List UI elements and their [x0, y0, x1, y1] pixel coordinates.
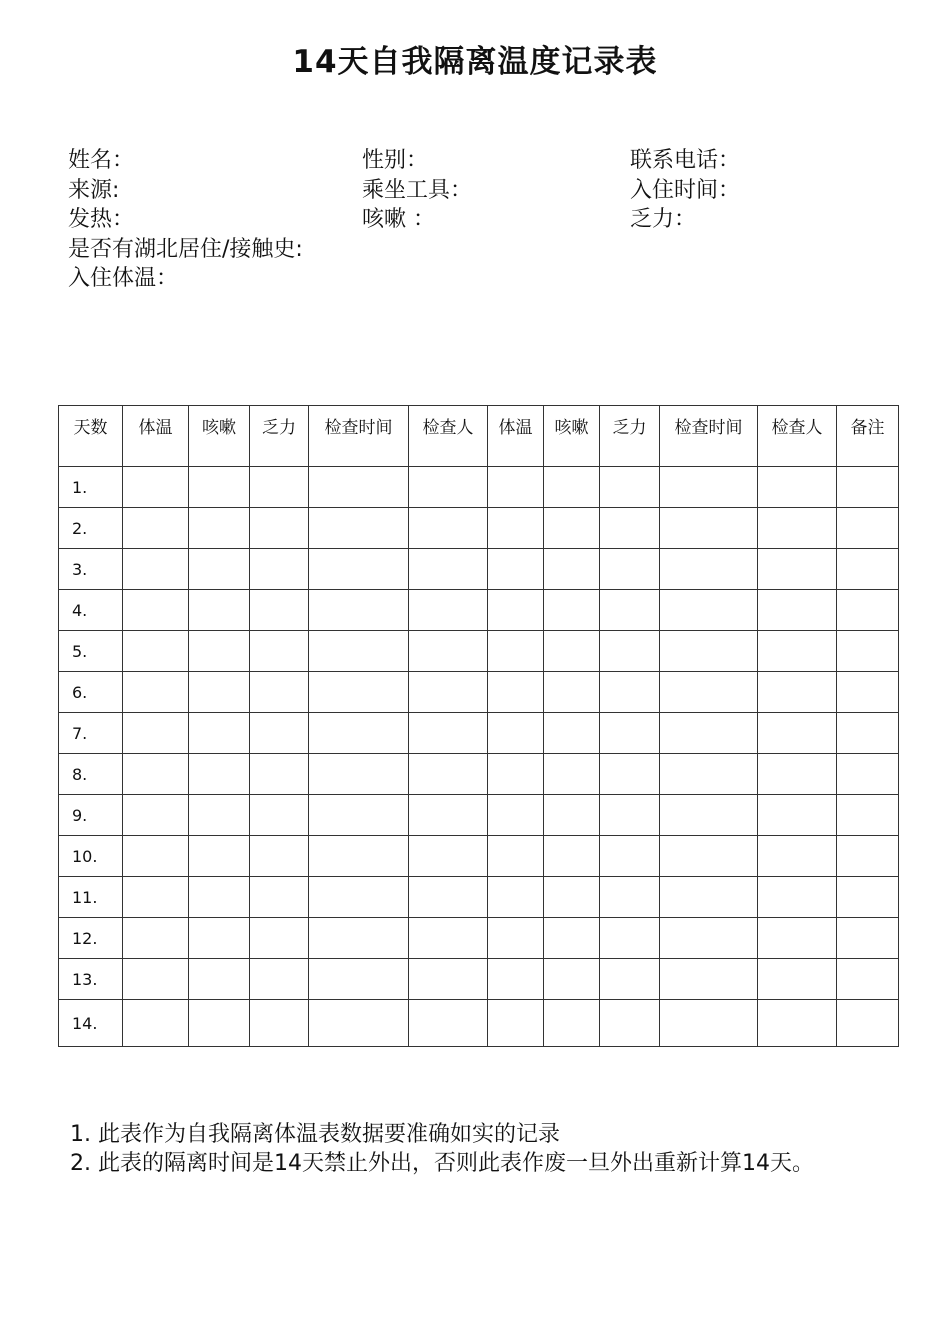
- entry-cell[interactable]: [600, 754, 660, 795]
- entry-cell[interactable]: [660, 631, 758, 672]
- entry-cell[interactable]: [544, 795, 600, 836]
- entry-cell[interactable]: [309, 918, 409, 959]
- entry-cell[interactable]: [544, 549, 600, 590]
- entry-cell[interactable]: [309, 590, 409, 631]
- entry-cell[interactable]: [758, 795, 837, 836]
- entry-cell[interactable]: [660, 1000, 758, 1047]
- entry-cell[interactable]: [660, 754, 758, 795]
- entry-cell[interactable]: [488, 672, 544, 713]
- entry-cell[interactable]: [758, 467, 837, 508]
- info-row: [68, 205, 908, 235]
- entry-cell[interactable]: [660, 836, 758, 877]
- column-header: 咳嗽: [544, 406, 600, 467]
- entry-cell[interactable]: [309, 836, 409, 877]
- day-number-cell: 8.: [59, 754, 123, 795]
- table-row: [59, 549, 899, 590]
- entry-cell[interactable]: [488, 754, 544, 795]
- entry-cell[interactable]: [409, 918, 488, 959]
- entry-cell[interactable]: [189, 836, 250, 877]
- entry-cell[interactable]: [189, 877, 250, 918]
- entry-cell[interactable]: [250, 795, 309, 836]
- entry-cell[interactable]: [488, 713, 544, 754]
- table-row: [59, 918, 899, 959]
- entry-cell[interactable]: [758, 836, 837, 877]
- entry-cell[interactable]: [409, 1000, 488, 1047]
- entry-cell[interactable]: [189, 549, 250, 590]
- entry-cell[interactable]: [250, 959, 309, 1000]
- entry-cell[interactable]: [123, 631, 189, 672]
- notes-section: [70, 1120, 900, 1178]
- checkin-time-label: 入住时间：: [630, 177, 741, 203]
- fever-label: 发热：: [68, 207, 135, 232]
- entry-cell[interactable]: [409, 877, 488, 918]
- entry-cell[interactable]: [660, 590, 758, 631]
- day-number-cell: 11.: [59, 877, 123, 918]
- entry-cell[interactable]: [600, 508, 660, 549]
- entry-cell[interactable]: [600, 877, 660, 918]
- entry-cell[interactable]: [600, 836, 660, 877]
- entry-cell[interactable]: [837, 959, 899, 1000]
- entry-cell[interactable]: [189, 590, 250, 631]
- entry-cell[interactable]: [544, 467, 600, 508]
- entry-cell[interactable]: [544, 631, 600, 672]
- column-header: 备注: [837, 406, 899, 467]
- entry-cell[interactable]: [123, 918, 189, 959]
- entry-cell[interactable]: [250, 590, 309, 631]
- day-number-cell: 2.: [59, 508, 123, 549]
- entry-cell[interactable]: [488, 549, 544, 590]
- entry-cell[interactable]: [600, 467, 660, 508]
- entry-cell[interactable]: [123, 467, 189, 508]
- entry-cell[interactable]: [309, 959, 409, 1000]
- entry-cell[interactable]: [837, 549, 899, 590]
- entry-cell[interactable]: [409, 713, 488, 754]
- cough-label: 咳嗽 ：: [362, 207, 435, 232]
- entry-cell[interactable]: [123, 508, 189, 549]
- entry-cell[interactable]: [309, 508, 409, 549]
- entry-cell[interactable]: [758, 1000, 837, 1047]
- note-line-2: 2. 此表的隔离时间是14天禁止外出，否则此表作废一旦外出重新计算14天。: [70, 1151, 814, 1176]
- table-row: [59, 631, 899, 672]
- page-title: 14天自我隔离温度记录表: [292, 44, 658, 80]
- day-number-cell: 12.: [59, 918, 123, 959]
- column-header: 检查人: [758, 406, 837, 467]
- entry-cell[interactable]: [189, 508, 250, 549]
- column-header: 体温: [123, 406, 189, 467]
- entry-cell[interactable]: [488, 508, 544, 549]
- entry-cell[interactable]: [123, 959, 189, 1000]
- entry-cell[interactable]: [544, 590, 600, 631]
- entry-cell[interactable]: [488, 590, 544, 631]
- entry-cell[interactable]: [544, 754, 600, 795]
- info-row: [68, 264, 908, 294]
- entry-cell[interactable]: [758, 877, 837, 918]
- table-row: [59, 467, 899, 508]
- entry-cell[interactable]: [123, 713, 189, 754]
- entry-cell[interactable]: [250, 754, 309, 795]
- entry-cell[interactable]: [660, 672, 758, 713]
- table-row: [59, 713, 899, 754]
- entry-cell[interactable]: [488, 795, 544, 836]
- day-number-cell: 5.: [59, 631, 123, 672]
- entry-cell[interactable]: [544, 918, 600, 959]
- entry-cell[interactable]: [660, 508, 758, 549]
- day-number-cell: 3.: [59, 549, 123, 590]
- entry-cell[interactable]: [409, 795, 488, 836]
- entry-cell[interactable]: [250, 631, 309, 672]
- entry-cell[interactable]: [409, 672, 488, 713]
- entry-cell[interactable]: [123, 672, 189, 713]
- entry-cell[interactable]: [488, 959, 544, 1000]
- entry-cell[interactable]: [250, 877, 309, 918]
- entry-cell[interactable]: [309, 754, 409, 795]
- entry-cell[interactable]: [123, 754, 189, 795]
- entry-cell[interactable]: [189, 959, 250, 1000]
- day-number-cell: 1.: [59, 467, 123, 508]
- entry-cell[interactable]: [600, 549, 660, 590]
- entry-cell[interactable]: [660, 959, 758, 1000]
- table-row: [59, 1000, 899, 1047]
- entry-cell[interactable]: [488, 1000, 544, 1047]
- hubei-history-label: 是否有湖北居住/接触史:: [68, 236, 303, 262]
- entry-cell[interactable]: [660, 467, 758, 508]
- entry-cell[interactable]: [409, 959, 488, 1000]
- entry-cell[interactable]: [409, 508, 488, 549]
- temperature-record-table: [58, 405, 899, 1047]
- entry-cell[interactable]: [600, 1000, 660, 1047]
- info-row: [68, 146, 908, 176]
- entry-cell[interactable]: [544, 672, 600, 713]
- origin-label: 来源:: [68, 177, 120, 203]
- entry-cell[interactable]: [250, 713, 309, 754]
- entry-cell[interactable]: [123, 877, 189, 918]
- entry-cell[interactable]: [544, 713, 600, 754]
- entry-cell[interactable]: [660, 549, 758, 590]
- entry-cell[interactable]: [309, 877, 409, 918]
- column-header: 咳嗽: [189, 406, 250, 467]
- entry-cell[interactable]: [309, 631, 409, 672]
- entry-cell[interactable]: [600, 713, 660, 754]
- info-row: [68, 176, 908, 206]
- column-header: 乏力: [250, 406, 309, 467]
- entry-cell[interactable]: [309, 467, 409, 508]
- entry-cell[interactable]: [123, 549, 189, 590]
- entry-cell[interactable]: [123, 590, 189, 631]
- personal-info-section: [68, 146, 908, 294]
- entry-cell[interactable]: [837, 877, 899, 918]
- entry-cell[interactable]: [544, 508, 600, 549]
- entry-cell[interactable]: [250, 1000, 309, 1047]
- info-row: [68, 235, 908, 265]
- entry-cell[interactable]: [189, 672, 250, 713]
- entry-cell[interactable]: [189, 754, 250, 795]
- entry-cell[interactable]: [189, 1000, 250, 1047]
- entry-cell[interactable]: [544, 959, 600, 1000]
- entry-cell[interactable]: [309, 1000, 409, 1047]
- entry-cell[interactable]: [309, 672, 409, 713]
- day-number-cell: 9.: [59, 795, 123, 836]
- table-row: [59, 959, 899, 1000]
- entry-cell[interactable]: [758, 754, 837, 795]
- table-body: [59, 467, 899, 1047]
- entry-cell[interactable]: [837, 918, 899, 959]
- note-line-1: 1. 此表作为自我隔离体温表数据要准确如实的记录: [70, 1122, 560, 1147]
- table-row: [59, 877, 899, 918]
- day-number-cell: 10.: [59, 836, 123, 877]
- entry-cell[interactable]: [189, 713, 250, 754]
- entry-cell[interactable]: [660, 877, 758, 918]
- transport-label: 乘坐工具：: [362, 177, 473, 203]
- entry-cell[interactable]: [544, 877, 600, 918]
- entry-cell[interactable]: [758, 713, 837, 754]
- day-number-cell: 7.: [59, 713, 123, 754]
- entry-cell[interactable]: [488, 918, 544, 959]
- phone-label: 联系电话：: [630, 148, 741, 173]
- gender-label: 性别：: [362, 148, 429, 173]
- entry-cell[interactable]: [250, 918, 309, 959]
- entry-cell[interactable]: [758, 672, 837, 713]
- entry-cell[interactable]: [660, 795, 758, 836]
- entry-cell[interactable]: [837, 1000, 899, 1047]
- entry-cell[interactable]: [250, 467, 309, 508]
- entry-cell[interactable]: [837, 795, 899, 836]
- table-row: [59, 590, 899, 631]
- entry-cell[interactable]: [189, 631, 250, 672]
- entry-cell[interactable]: [600, 672, 660, 713]
- table-row: [59, 754, 899, 795]
- entry-cell[interactable]: [600, 631, 660, 672]
- entry-cell[interactable]: [600, 959, 660, 1000]
- entry-cell[interactable]: [409, 590, 488, 631]
- entry-cell[interactable]: [250, 508, 309, 549]
- entry-cell[interactable]: [488, 631, 544, 672]
- entry-cell[interactable]: [660, 713, 758, 754]
- entry-cell[interactable]: [123, 1000, 189, 1047]
- entry-cell[interactable]: [758, 508, 837, 549]
- entry-cell[interactable]: [309, 549, 409, 590]
- name-label: 姓名：: [68, 148, 135, 173]
- entry-cell[interactable]: [600, 795, 660, 836]
- entry-cell[interactable]: [409, 549, 488, 590]
- column-header: 乏力: [600, 406, 660, 467]
- entry-cell[interactable]: [837, 508, 899, 549]
- table-header-row: [59, 406, 899, 467]
- entry-cell[interactable]: [409, 754, 488, 795]
- table-row: [59, 508, 899, 549]
- entry-cell[interactable]: [544, 836, 600, 877]
- entry-cell[interactable]: [123, 836, 189, 877]
- fatigue-label: 乏力：: [630, 207, 697, 232]
- table-row: [59, 836, 899, 877]
- entry-cell[interactable]: [837, 631, 899, 672]
- table-row: [59, 672, 899, 713]
- entry-cell[interactable]: [123, 795, 189, 836]
- entry-cell[interactable]: [250, 672, 309, 713]
- entry-cell[interactable]: [837, 836, 899, 877]
- day-number-cell: 14.: [59, 1000, 123, 1047]
- table-row: [59, 795, 899, 836]
- entry-cell[interactable]: [544, 1000, 600, 1047]
- entry-cell[interactable]: [758, 918, 837, 959]
- entry-cell[interactable]: [837, 590, 899, 631]
- entry-cell[interactable]: [758, 631, 837, 672]
- entry-cell[interactable]: [837, 713, 899, 754]
- column-header: 体温: [488, 406, 544, 467]
- entry-cell[interactable]: [409, 467, 488, 508]
- column-header: 检查时间: [660, 406, 758, 467]
- day-number-cell: 4.: [59, 590, 123, 631]
- entry-cell[interactable]: [409, 836, 488, 877]
- column-header: 检查时间: [309, 406, 409, 467]
- checkin-temperature-label: 入住体温：: [68, 266, 179, 291]
- entry-cell[interactable]: [758, 549, 837, 590]
- entry-cell[interactable]: [488, 877, 544, 918]
- entry-cell[interactable]: [758, 590, 837, 631]
- entry-cell[interactable]: [250, 836, 309, 877]
- day-number-cell: 13.: [59, 959, 123, 1000]
- entry-cell[interactable]: [837, 467, 899, 508]
- entry-cell[interactable]: [409, 631, 488, 672]
- entry-cell[interactable]: [837, 672, 899, 713]
- column-header: 天数: [59, 406, 123, 467]
- entry-cell[interactable]: [189, 795, 250, 836]
- day-number-cell: 6.: [59, 672, 123, 713]
- entry-cell[interactable]: [250, 549, 309, 590]
- entry-cell[interactable]: [488, 836, 544, 877]
- entry-cell[interactable]: [189, 918, 250, 959]
- entry-cell[interactable]: [600, 918, 660, 959]
- entry-cell[interactable]: [660, 918, 758, 959]
- column-header: 检查人: [409, 406, 488, 467]
- entry-cell[interactable]: [189, 467, 250, 508]
- entry-cell[interactable]: [309, 713, 409, 754]
- entry-cell[interactable]: [488, 467, 544, 508]
- entry-cell[interactable]: [309, 795, 409, 836]
- entry-cell[interactable]: [600, 590, 660, 631]
- entry-cell[interactable]: [837, 754, 899, 795]
- entry-cell[interactable]: [758, 959, 837, 1000]
